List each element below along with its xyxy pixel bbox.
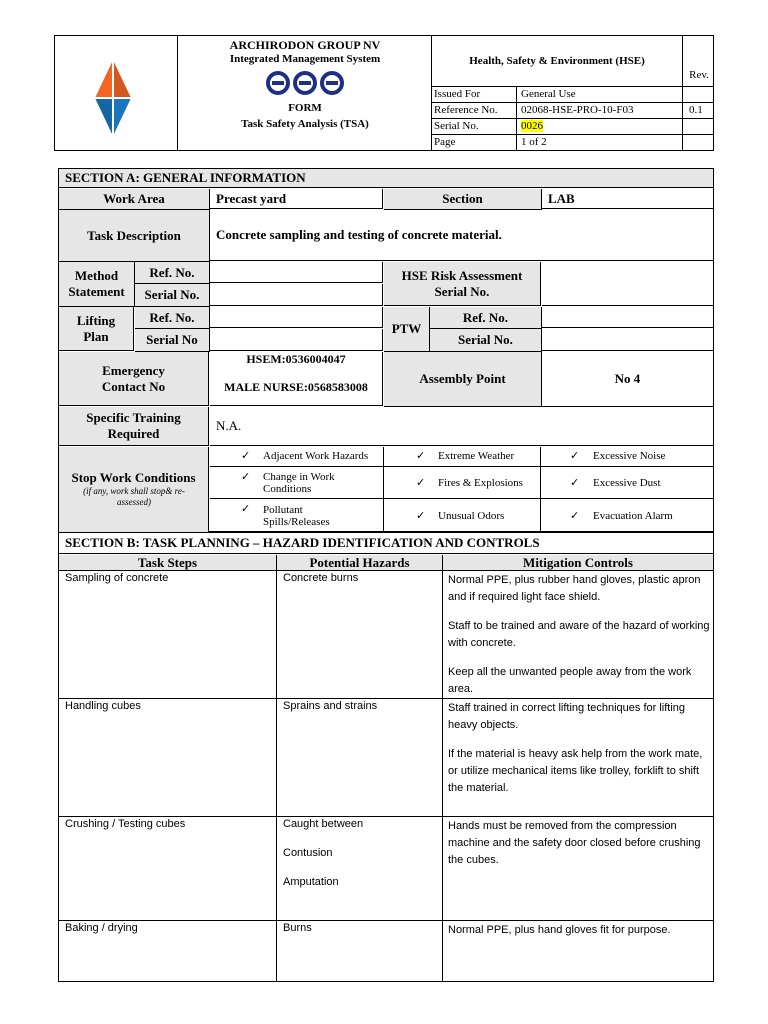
hse-risk-field [542, 262, 713, 306]
table-row [59, 817, 713, 921]
task-step-cell [59, 571, 277, 698]
stop-option-label: Change in Work Conditions [263, 471, 335, 495]
company-name: ARCHIRODON GROUP NV [229, 38, 381, 52]
stop-option-adjacent-work[interactable] [210, 447, 383, 466]
header-center [177, 36, 432, 150]
lifting-ref-label: Ref. No. [135, 307, 210, 329]
serial-value-cell [516, 119, 683, 135]
stop-option-label: Adjacent Work Hazards [263, 450, 369, 462]
certification-seals [265, 70, 345, 96]
emergency-contact-label: Emergency Contact No [59, 352, 209, 406]
page-label: Page [434, 136, 456, 148]
system-name: Integrated Management System [229, 53, 381, 65]
stop-options-grid [210, 447, 713, 532]
control-text: Normal PPE, plus rubber hand gloves, plastic apron and if required light face shield. [448, 574, 701, 603]
check-icon: ✓ [570, 476, 580, 489]
stop-option-label: Excessive Dust [593, 477, 661, 489]
stop-option-label: Evacuation Alarm [593, 510, 673, 522]
info-row-issued [432, 86, 714, 103]
task-step-text: Crushing / Testing cubes [65, 818, 186, 830]
stop-option-excessive-dust[interactable] [541, 467, 713, 498]
section-label: Section [384, 189, 542, 210]
document-header [54, 35, 714, 151]
stop-option-label: Excessive Noise [593, 450, 666, 462]
control-text: If the material is heavy ask help from the work mate, or utilize mechanical items like trolley, forklift to shift the material. [448, 748, 703, 794]
control-cell [443, 572, 710, 710]
hse-risk-label: HSE Risk Assessment Serial No. [384, 262, 541, 306]
assembly-point-label: Assembly Point [384, 352, 542, 407]
stop-option-label: Unusual Odors [438, 510, 505, 522]
issued-for-rev [682, 87, 715, 103]
stop-option-change-conditions[interactable] [210, 467, 383, 498]
nurse-contact: MALE NURSE:0568583008 [224, 380, 368, 394]
hazard-text: Sprains and strains [283, 700, 378, 712]
hazard-text: Caught between [283, 818, 364, 830]
control-text: Normal PPE, plus hand gloves fit for purpose. [448, 924, 671, 936]
check-icon: ✓ [570, 449, 580, 462]
ptw-ref-label: Ref. No. [430, 307, 542, 329]
section-a-title: SECTION A: GENERAL INFORMATION [59, 169, 713, 188]
check-icon: ✓ [416, 476, 426, 489]
rev-label: Rev. [689, 69, 709, 81]
check-icon: ✓ [241, 470, 251, 483]
hazard-cell [277, 571, 443, 698]
check-icon: ✓ [570, 509, 580, 522]
ptw-label: PTW [384, 307, 430, 352]
stop-option-excessive-noise[interactable] [541, 447, 713, 466]
task-description-value: Concrete sampling and testing of concrete material. [210, 210, 713, 261]
ptw-ref-field [542, 307, 713, 328]
hazard-text: Concrete burns [283, 572, 359, 584]
stop-work-note: (if any, work shall stop& re-assessed) [83, 486, 185, 507]
page-value-cell [516, 135, 683, 151]
table-row [59, 699, 713, 817]
hazard-cell [277, 699, 443, 816]
check-icon: ✓ [416, 449, 426, 462]
control-text: Staff trained in correct lifting techniques for lifting heavy objects. [448, 702, 686, 731]
form-label: FORM [288, 102, 322, 114]
method-serial-field [210, 284, 383, 306]
stop-work-label: Stop Work Conditions [71, 470, 196, 485]
task-step-cell [59, 921, 277, 981]
task-step-cell [59, 817, 277, 920]
stop-option-evacuation-alarm[interactable] [541, 499, 713, 532]
assembly-point-value: No 4 [542, 352, 713, 407]
serial-label: Serial No. [434, 120, 479, 132]
stop-option-label: Pollutant Spills/Releases [263, 504, 330, 528]
training-value: N.A. [210, 407, 713, 446]
page-rev [682, 135, 715, 151]
stop-option-label: Fires & Explosions [438, 477, 523, 489]
info-row-serial [432, 118, 714, 135]
check-icon: ✓ [416, 509, 426, 522]
stop-option-unusual-odors[interactable] [384, 499, 540, 532]
control-cell [443, 700, 710, 809]
method-statement-label: Method Statement [59, 262, 135, 307]
header-right [431, 36, 714, 150]
hazard-text: Burns [283, 922, 312, 934]
task-description-label: Task Description [59, 210, 210, 262]
method-ref-field [210, 262, 383, 283]
logo-cell [55, 36, 177, 150]
table-row [59, 571, 713, 699]
check-icon: ✓ [241, 449, 251, 462]
stop-option-extreme-weather[interactable] [384, 447, 540, 466]
work-area-label: Work Area [59, 189, 210, 210]
page-value: 1 of 2 [521, 136, 547, 148]
col-mitigation-controls: Mitigation Controls [443, 555, 713, 571]
control-text: Hands must be removed from the compression machine and the safety door closed before crushing the cubes. [448, 820, 701, 866]
revision-value: 0.1 [689, 104, 703, 116]
training-label: Specific Training Required [59, 407, 209, 446]
task-step-text: Baking / drying [65, 922, 138, 934]
emergency-contact-cell [210, 352, 383, 406]
issued-for-label: Issued For [434, 88, 481, 100]
hazard-text: Amputation [283, 876, 339, 888]
issued-for-value: General Use [521, 88, 576, 100]
method-serial-label: Serial No. [135, 284, 210, 307]
ptw-serial-field [542, 329, 713, 351]
col-potential-hazards: Potential Hazards [277, 555, 443, 571]
reference-label: Reference No. [434, 104, 498, 116]
task-step-text: Sampling of concrete [65, 572, 169, 584]
ptw-serial-label: Serial No. [430, 329, 542, 352]
control-cell [443, 818, 710, 881]
reference-value: 02068-HSE-PRO-10-F03 [521, 104, 634, 116]
section-value: LAB [542, 189, 713, 209]
serial-value: 0026 [521, 120, 543, 132]
control-text: Keep all the unwanted people away from the work area. [448, 666, 692, 695]
task-step-cell [59, 699, 277, 816]
section-b-title: SECTION B: TASK PLANNING – HAZARD IDENTIFICATION AND CONTROLS [59, 533, 713, 554]
form-title: Task Safety Analysis (TSA) [241, 118, 369, 130]
stop-option-pollutant-spills[interactable] [210, 499, 383, 532]
lifting-serial-field [210, 329, 383, 351]
rev-column-top [682, 36, 715, 86]
task-step-text: Handling cubes [65, 700, 141, 712]
info-row-reference [432, 102, 714, 119]
issued-for-value-cell [516, 87, 683, 103]
stop-work-label-cell [59, 447, 209, 532]
hazard-cell [277, 921, 443, 981]
control-text: Staff to be trained and aware of the hazard of working with concrete. [448, 620, 710, 649]
lifting-ref-field [210, 307, 383, 328]
stop-option-fires-explosions[interactable] [384, 467, 540, 498]
work-area-value: Precast yard [210, 189, 383, 209]
hazard-text: Contusion [283, 847, 333, 859]
col-task-steps: Task Steps [59, 555, 277, 571]
reference-value-cell [516, 103, 683, 119]
hazard-cell [277, 817, 443, 920]
check-icon: ✓ [241, 502, 251, 515]
department-title: Health, Safety & Environment (HSE) [469, 55, 645, 67]
table-row [59, 921, 713, 981]
info-row-page [432, 134, 714, 151]
stop-option-label: Extreme Weather [438, 450, 515, 462]
serial-rev [682, 119, 715, 135]
control-cell [443, 922, 710, 951]
lifting-serial-label: Serial No [135, 329, 210, 352]
reference-rev-cell [682, 103, 715, 119]
method-ref-label: Ref. No. [135, 262, 210, 284]
company-logo [83, 58, 143, 138]
lifting-plan-label: Lifting Plan [59, 307, 134, 351]
hsem-contact: HSEM:0536004047 [246, 352, 346, 366]
